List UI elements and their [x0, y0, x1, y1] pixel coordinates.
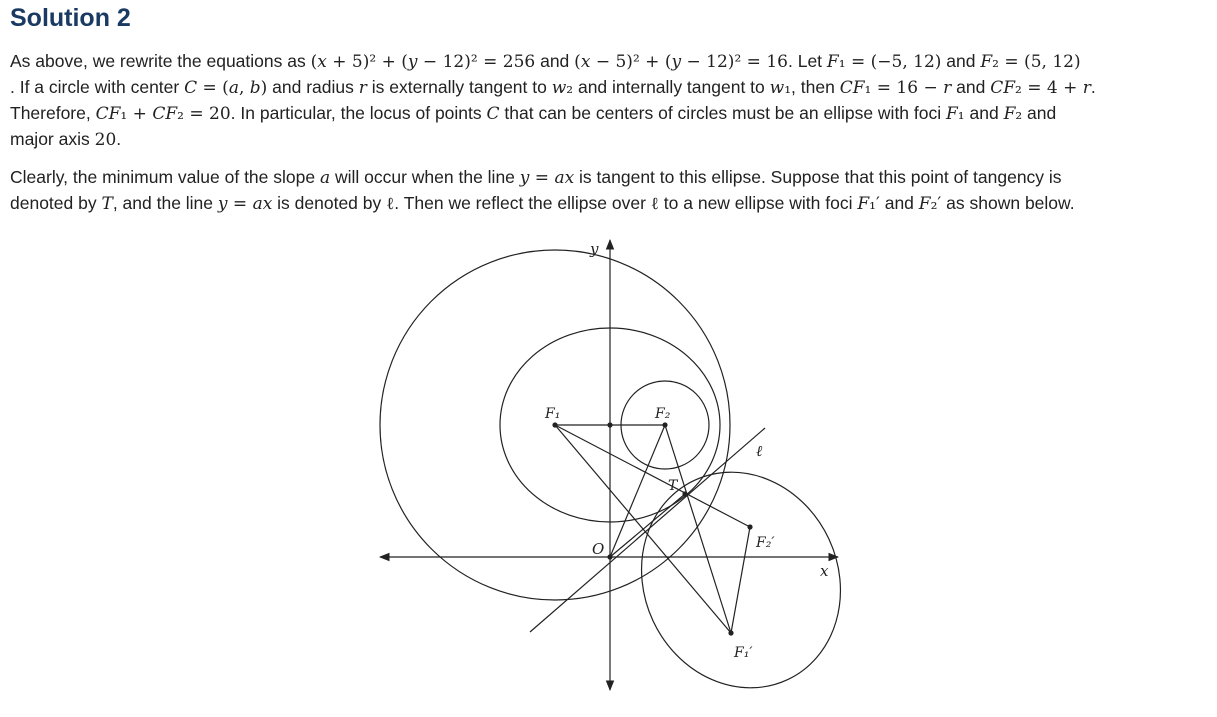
- text-run: is tangent to this ellipse. Suppose that this point of tangency is: [574, 167, 1062, 187]
- text-run: . In particular, the locus of points: [230, 103, 487, 123]
- math-expression: 20: [94, 130, 117, 150]
- math-expression: F₂′: [918, 194, 942, 214]
- point-f2p: [747, 524, 752, 529]
- math-expression: CF₁ + CF₂ = 20: [95, 104, 231, 124]
- label-f1: F₁: [545, 406, 561, 422]
- label-f2: F₂: [655, 406, 671, 422]
- text-run: As above, we rewrite the equations as: [10, 51, 311, 71]
- math-expression: F₁′: [857, 194, 880, 214]
- label-y-axis: y: [590, 240, 599, 258]
- text-run: is externally tangent to: [366, 77, 552, 97]
- point-t: [682, 491, 687, 496]
- line-ell: [530, 428, 765, 632]
- segment-f1p-f2p: [731, 527, 750, 633]
- math-expression: CF₁ = 16 − r: [839, 78, 952, 98]
- text-run: . If a circle with center: [10, 77, 185, 97]
- paragraph-2-line: [10, 164, 1210, 190]
- geometry-figure: [370, 234, 850, 704]
- text-run: that can be centers of circles must be an ellipse with foci: [499, 103, 946, 123]
- text-run: and internally tangent to: [573, 77, 770, 97]
- figure-svg: [370, 234, 850, 704]
- math-expression: y = ax: [519, 168, 575, 188]
- segment-f1-f2p: [555, 425, 750, 527]
- segment-f2-f1p: [665, 425, 731, 633]
- text-run: .: [116, 129, 122, 149]
- point-o: [607, 554, 612, 559]
- point-f1: [552, 422, 557, 427]
- math-expression: (x + 5)² + (y − 12)² = 256: [310, 52, 536, 72]
- math-expression: F₁: [946, 104, 965, 124]
- paragraph-2-line: [10, 190, 1210, 216]
- text-run: , and the line: [112, 193, 218, 213]
- text-run: and: [535, 51, 575, 71]
- segment-o-f2: [610, 425, 665, 557]
- label-f2-prime: F₂′: [756, 535, 775, 551]
- text-run: and: [941, 51, 981, 71]
- paragraph-1-line: [10, 74, 1210, 100]
- math-expression: a: [319, 168, 331, 188]
- text-run: . Let: [787, 51, 827, 71]
- math-expression: T: [101, 194, 113, 214]
- label-x-axis: x: [820, 562, 829, 580]
- math-expression: C: [486, 104, 500, 124]
- math-expression: F₁ = (−5, 12): [826, 52, 942, 72]
- text-run: Therefore,: [10, 103, 96, 123]
- text-run: and: [879, 193, 919, 213]
- text-run: Clearly, the minimum value of the slope: [10, 167, 320, 187]
- text-run: . Then we reflect the ellipse over: [394, 193, 651, 213]
- math-expression: ℓ: [386, 194, 395, 214]
- label-f1-prime: F₁′: [734, 645, 753, 661]
- math-expression: C = (a, b): [184, 78, 268, 98]
- label-origin: O: [592, 540, 605, 558]
- math-expression: F₂ = (5, 12): [980, 52, 1081, 72]
- math-expression: y = ax: [217, 194, 273, 214]
- math-expression: ℓ: [650, 194, 659, 214]
- text-run: and: [951, 77, 991, 97]
- paragraph-2: [10, 164, 1210, 216]
- paragraph-1: [10, 48, 1210, 152]
- text-run: as shown below.: [941, 193, 1075, 213]
- text-run: to a new ellipse with foci: [658, 193, 858, 213]
- text-run: and: [964, 103, 1004, 123]
- text-run: .: [1090, 77, 1096, 97]
- point-f2: [662, 422, 667, 427]
- solution-heading: Solution 2: [10, 4, 131, 32]
- point-f1p: [728, 630, 733, 635]
- text-run: and radius: [267, 77, 359, 97]
- paragraph-1-line: [10, 100, 1210, 126]
- paragraph-1-line: [10, 126, 1210, 152]
- math-expression: w₁: [769, 78, 792, 98]
- math-expression: w₂: [551, 78, 574, 98]
- point-center: [607, 422, 612, 427]
- math-expression: CF₂ = 4 + r: [990, 78, 1091, 98]
- text-run: , then: [791, 77, 840, 97]
- text-run: and: [1022, 103, 1057, 123]
- math-expression: (x − 5)² + (y − 12)² = 16: [574, 52, 788, 72]
- label-t: T: [668, 478, 678, 494]
- text-run: major axis: [10, 129, 95, 149]
- paragraph-1-line: [10, 48, 1210, 74]
- text-run: denoted by: [10, 193, 102, 213]
- label-ell: ℓ: [756, 442, 763, 460]
- text-run: will occur when the line: [330, 167, 520, 187]
- math-expression: r: [358, 78, 367, 98]
- text-run: is denoted by: [272, 193, 387, 213]
- math-expression: F₂: [1003, 104, 1023, 124]
